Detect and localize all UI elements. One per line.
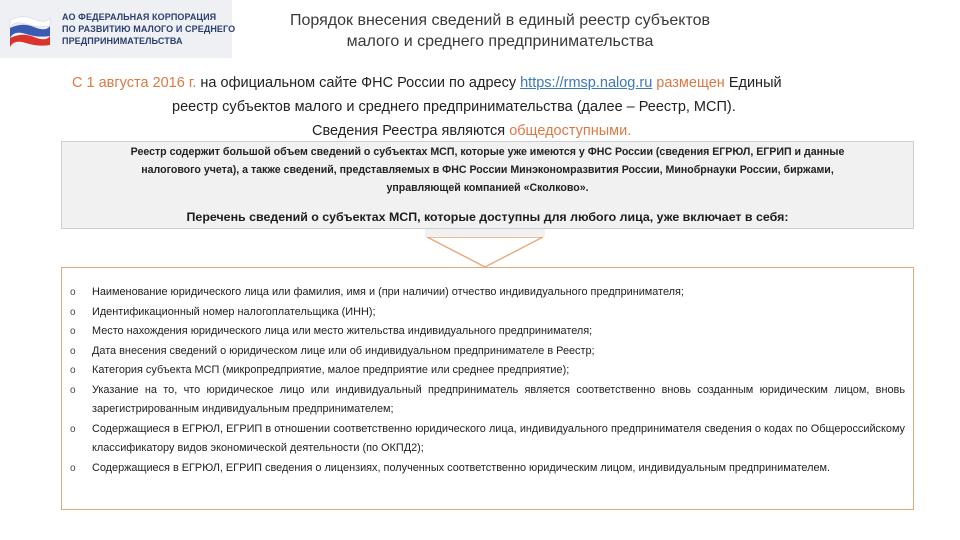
- info-list: [70, 283, 905, 478]
- list-item: [70, 283, 905, 303]
- logo-line: ПРЕДПРИНИМАТЕЛЬСТВА: [62, 36, 183, 46]
- russian-flag-icon: [8, 14, 52, 48]
- intro-unified: Единый: [724, 75, 782, 91]
- title-line-1: Порядок внесения сведений в единый реестр субъектов: [289, 12, 711, 29]
- list-item-text: Место нахождения юридического лица или место жительства индивидуального предпринимателя;: [92, 325, 593, 337]
- list-item: [70, 361, 905, 381]
- down-arrow-icon: [425, 229, 545, 269]
- bullet-icon: o: [70, 365, 76, 376]
- bullet-icon: o: [70, 326, 76, 337]
- logo-text: [62, 11, 236, 47]
- list-item-text: Содержащиеся в ЕГРЮЛ, ЕГРИП сведения о лицензиях, полученных соответственно юридическим лицом, индивидуальным предпринимателем.: [92, 461, 831, 474]
- list-item-text: Указание на то, что юридическое лицо или индивидуальный предприниматель является соответственно вновь созданным юридическим лицом, вновь зарегистрированным индивидуальным предпринимателем;: [92, 383, 905, 415]
- list-heading: Перечень сведений о субъектах МСП, которые доступны для любого лица, уже включает в себя:: [186, 210, 789, 224]
- public-data-highlight: общедоступными.: [509, 123, 632, 139]
- registry-link[interactable]: https://rmsp.nalog.ru: [520, 75, 653, 91]
- info-line-1: Реестр содержит большой объем сведений о субъектах МСП, которые уже имеются у ФНС России (сведения ЕГРЮЛ, ЕГРИП и данные: [130, 146, 845, 158]
- list-item-text: Наименование юридического лица или фамилия, имя и (при наличии) отчество индивидуального предпринимателя;: [92, 286, 684, 298]
- info-line-2: налогового учета), а также сведений, представляемых в ФНС России Минэкономразвития России, Минобрнауки России, биржами,: [141, 164, 834, 176]
- intro-posted: размещен: [652, 75, 725, 91]
- intro-line-1: [72, 71, 902, 95]
- bullet-icon: o: [70, 423, 76, 435]
- bullet-icon: o: [70, 287, 76, 298]
- bullet-icon: o: [70, 345, 76, 357]
- list-item: [70, 459, 905, 479]
- info-line-3: управляющей компанией «Сколково».: [386, 182, 589, 194]
- list-item-text: Дата внесения сведений о юридическом лице или об индивидуальном предпринимателе в Реестр;: [92, 344, 595, 357]
- intro-date: С 1 августа 2016 г.: [72, 75, 197, 91]
- intro-line-2: реестр субъектов малого и среднего предпринимательства (далее – Реестр, МСП).: [172, 99, 736, 115]
- intro-text: на официальном сайте ФНС России по адресу: [196, 75, 521, 91]
- bullet-icon: o: [70, 384, 76, 396]
- list-item: [70, 342, 905, 362]
- bullet-icon: o: [70, 462, 76, 474]
- list-item: [70, 322, 905, 342]
- list-item: [70, 303, 905, 323]
- list-item-text: Идентификационный номер налогоплательщика (ИНН);: [92, 305, 376, 318]
- intro-paragraph: [72, 71, 902, 143]
- bullet-icon: o: [70, 306, 76, 318]
- logo-line: ПО РАЗВИТИЮ МАЛОГО И СРЕДНЕГО: [62, 24, 236, 34]
- list-item-text: Содержащиеся в ЕГРЮЛ, ЕГРИП в отношении соответственно юридического лица, индивидуального предпринимателя сведения о кодах по Общероссийскому классификатору видов экономической деятельности (по ОКПД2);: [92, 422, 905, 454]
- public-data-text: Сведения Реестра являются: [312, 123, 510, 139]
- logo-line: АО ФЕДЕРАЛЬНАЯ КОРПОРАЦИЯ: [62, 12, 217, 22]
- title-line-2: малого и среднего предпринимательства: [346, 33, 654, 50]
- list-item: [70, 381, 905, 420]
- page-title: [250, 10, 750, 52]
- list-item: [70, 420, 905, 459]
- corporation-logo: [0, 0, 236, 58]
- intro-line-3: [72, 119, 902, 143]
- info-box-text: [66, 143, 909, 197]
- list-item-text: Категория субъекта МСП (микропредприятие, малое предприятие или среднее предприятие);: [92, 364, 570, 376]
